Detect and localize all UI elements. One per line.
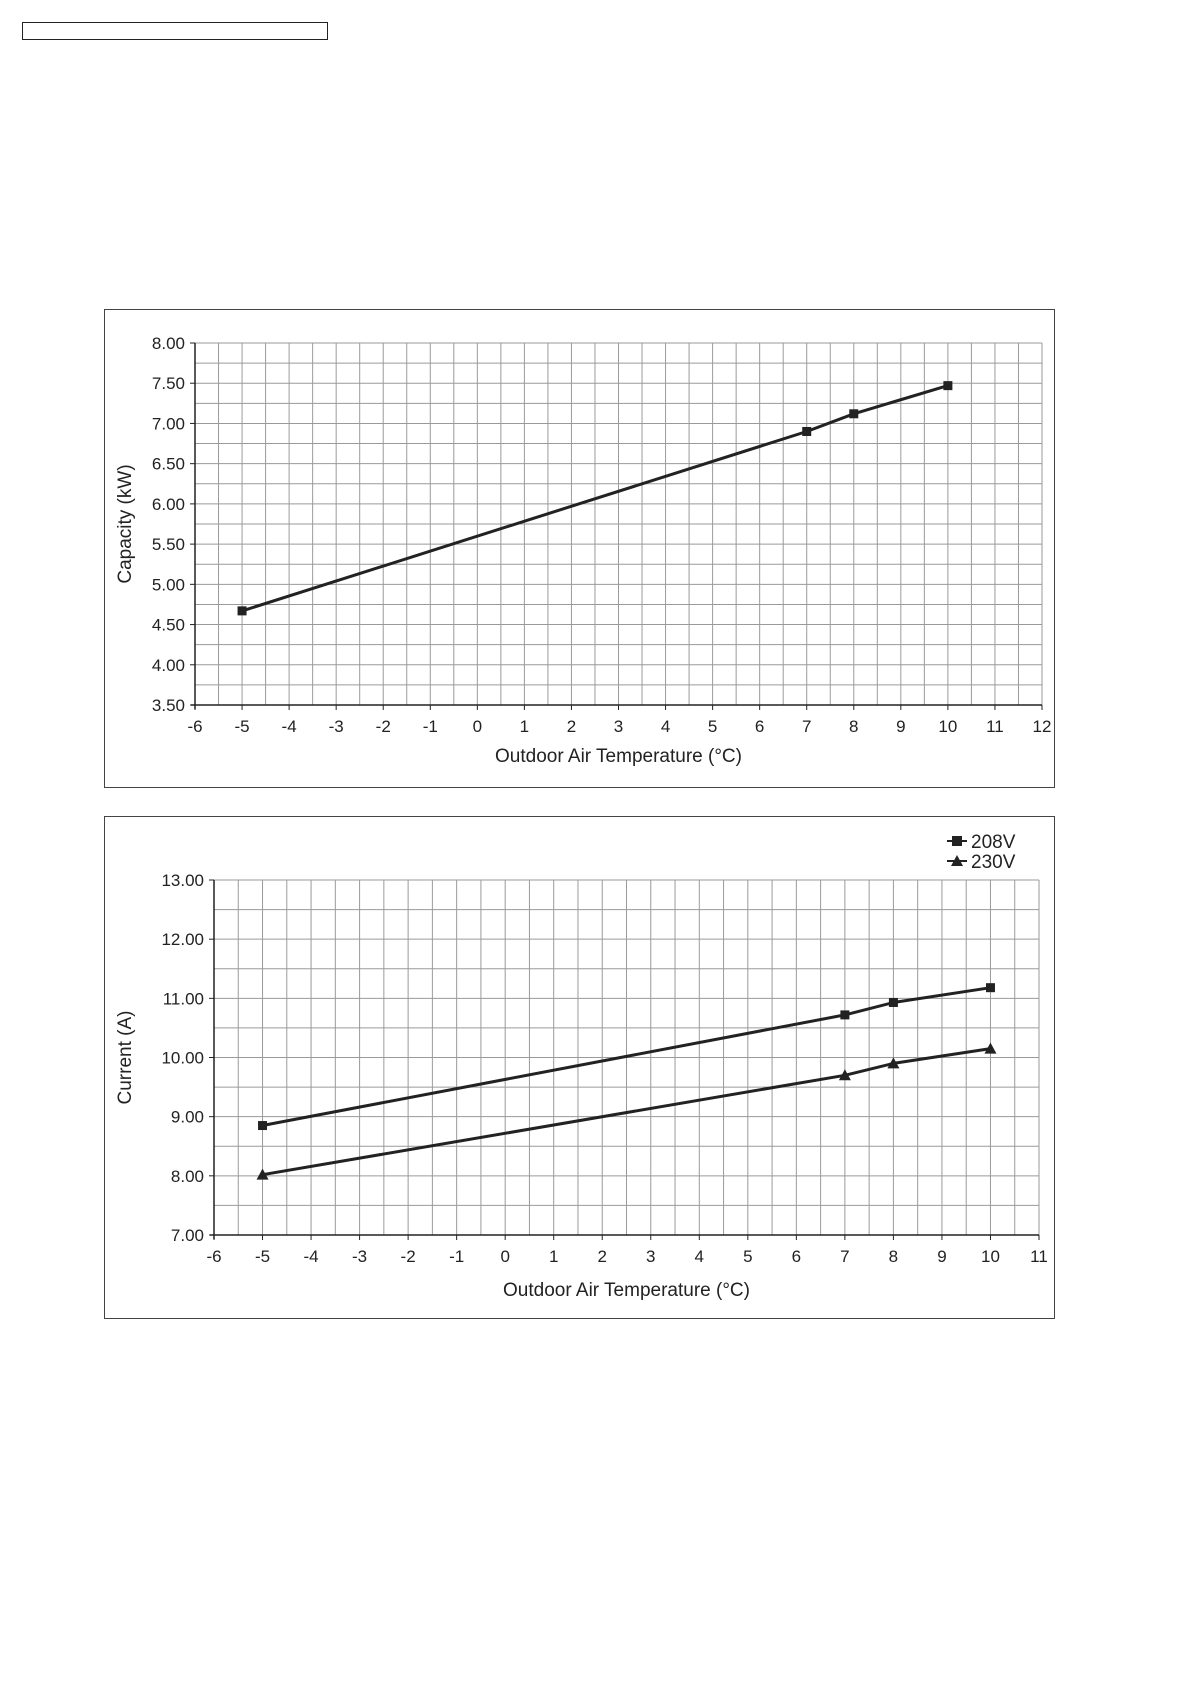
x-tick-label: -3 — [328, 717, 344, 736]
y-tick-label: 8.00 — [170, 1166, 204, 1186]
y-tick-label: 6.50 — [151, 454, 185, 474]
y-tick-label: 5.00 — [151, 575, 185, 595]
x-tick-label: 3 — [613, 717, 624, 736]
y-tick-label: 7.00 — [170, 1226, 204, 1245]
square-marker — [238, 606, 247, 615]
header-box — [22, 22, 328, 40]
y-tick-label: 8.00 — [151, 334, 185, 353]
x-tick-label: 7 — [840, 1247, 850, 1266]
x-tick-label: -2 — [375, 717, 391, 736]
y-tick-label: 13.00 — [161, 871, 204, 890]
y-axis-title: Current (A) — [115, 1010, 136, 1105]
square-marker — [943, 381, 952, 390]
legend-label: 230V — [971, 852, 1016, 873]
x-tick-label: 8 — [849, 717, 859, 736]
x-tick-label: -3 — [352, 1247, 368, 1266]
x-tick-label: 6 — [791, 1247, 802, 1266]
legend-square-marker — [952, 836, 962, 846]
x-tick-label: -4 — [281, 717, 297, 736]
x-tick-label: 7 — [801, 717, 812, 736]
y-tick-label: 11.00 — [162, 989, 204, 1009]
y-tick-label: 9.00 — [170, 1107, 204, 1127]
y-tick-label: 7.50 — [151, 374, 185, 394]
square-marker — [802, 427, 811, 436]
y-tick-label: 10.00 — [161, 1048, 204, 1068]
x-tick-label: -5 — [234, 717, 250, 736]
square-marker — [889, 998, 898, 1007]
capacity-chart-svg — [105, 310, 1056, 789]
x-tick-label: 4 — [660, 717, 671, 736]
x-tick-label: 5 — [743, 1247, 753, 1266]
x-tick-label: 11 — [1030, 1247, 1048, 1266]
x-tick-label: 2 — [597, 1247, 607, 1266]
y-tick-label: 5.50 — [151, 535, 185, 555]
x-tick-label: -6 — [206, 1247, 222, 1266]
x-tick-label: 1 — [548, 1247, 559, 1266]
x-tick-label: -1 — [422, 717, 438, 736]
x-tick-label: 1 — [519, 717, 530, 736]
x-tick-label: 9 — [937, 1247, 947, 1266]
x-tick-label: -1 — [449, 1247, 465, 1266]
square-marker — [986, 983, 995, 992]
x-tick-label: 0 — [500, 1247, 510, 1266]
y-tick-label: 3.50 — [151, 696, 185, 715]
x-tick-label: -5 — [254, 1247, 271, 1266]
y-tick-label: 7.00 — [151, 414, 185, 434]
legend-label: 208V — [971, 832, 1016, 853]
y-tick-label: 4.00 — [151, 655, 185, 675]
x-tick-label: 12 — [1032, 717, 1052, 736]
capacity-chart — [104, 309, 1055, 788]
x-tick-label: 2 — [566, 717, 577, 736]
x-tick-label: 0 — [472, 717, 483, 736]
x-axis-title: Outdoor Air Temperature (°C) — [503, 1280, 750, 1301]
x-tick-label: 10 — [981, 1247, 1000, 1266]
x-tick-label: 6 — [754, 717, 765, 736]
x-tick-label: 4 — [694, 1247, 705, 1266]
x-tick-label: -2 — [400, 1247, 416, 1266]
x-tick-label: 3 — [646, 1247, 656, 1266]
y-axis-title: Capacity (kW) — [115, 464, 136, 584]
x-axis-title: Outdoor Air Temperature (°C) — [495, 746, 742, 767]
current-chart-svg — [105, 817, 1056, 1320]
x-tick-label: 10 — [938, 717, 958, 736]
x-tick-label: 9 — [896, 717, 906, 736]
y-tick-label: 4.50 — [151, 615, 185, 635]
square-marker — [258, 1121, 267, 1130]
x-tick-label: 5 — [707, 717, 718, 736]
current-chart — [104, 816, 1055, 1319]
x-tick-label: -6 — [187, 717, 203, 736]
square-marker — [849, 409, 858, 418]
y-tick-label: 6.00 — [151, 494, 185, 514]
y-tick-label: 12.00 — [161, 930, 204, 950]
x-tick-label: 11 — [986, 717, 1004, 736]
x-tick-label: 8 — [888, 1247, 899, 1266]
square-marker — [840, 1010, 849, 1019]
x-tick-label: -4 — [303, 1247, 319, 1266]
